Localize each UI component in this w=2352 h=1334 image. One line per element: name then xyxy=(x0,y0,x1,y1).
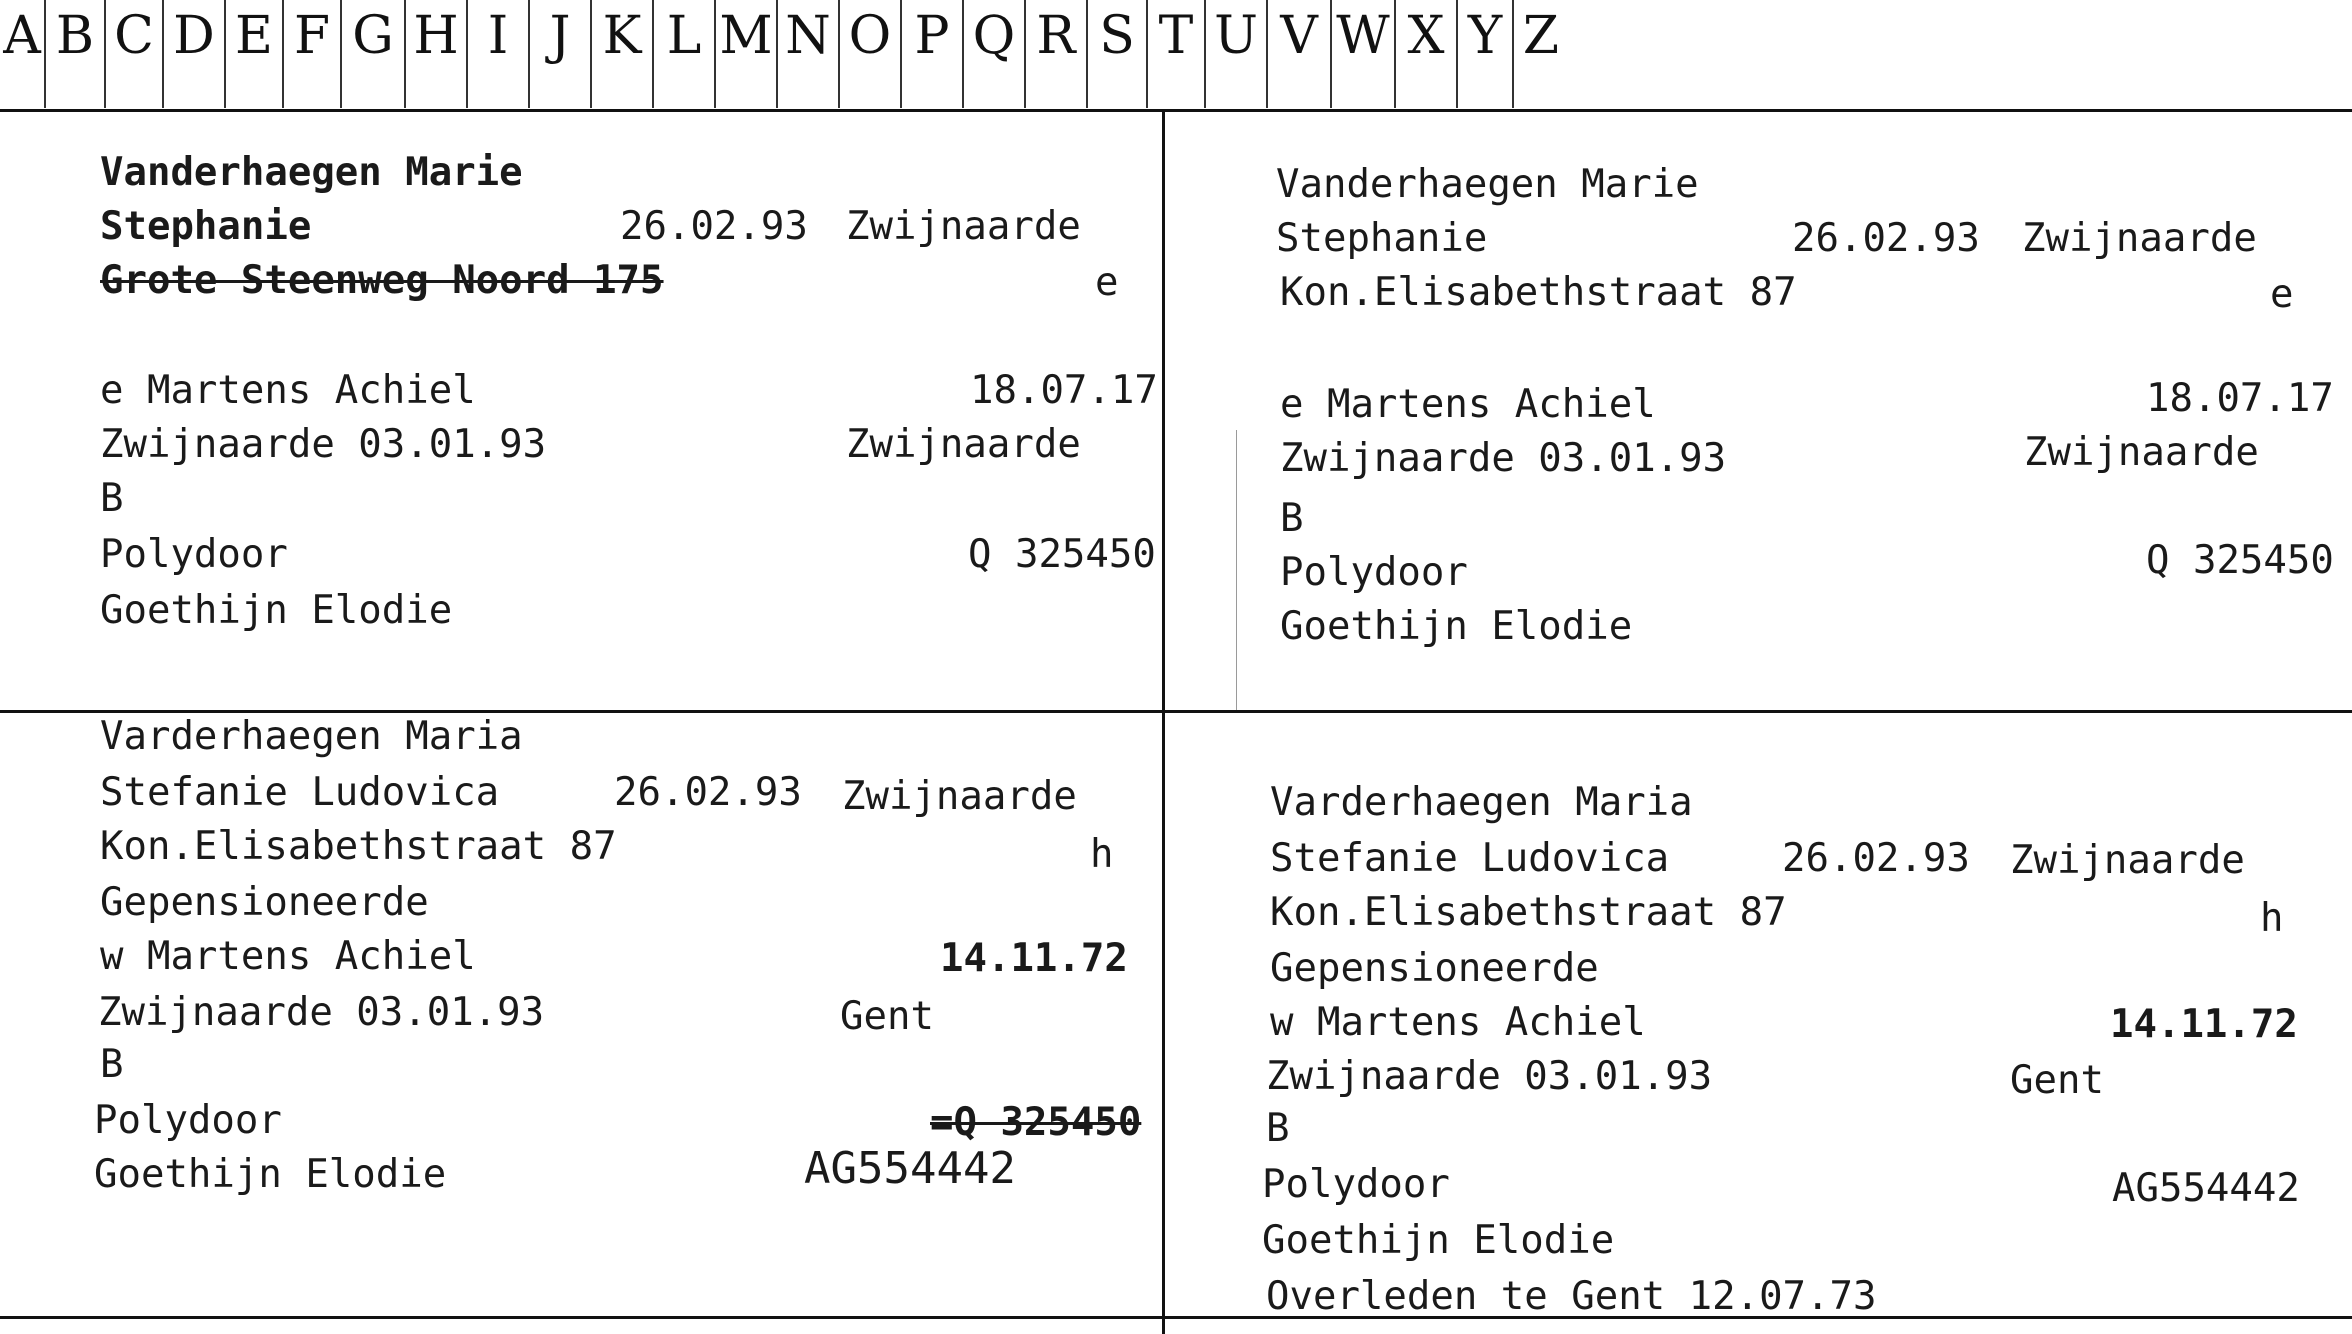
card-mother: Goethijn Elodie xyxy=(1262,1218,1615,1263)
alpha-letter-v: V xyxy=(1266,0,1330,108)
card-event-line: Zwijnaarde 03.01.93 xyxy=(98,990,545,1035)
card-fold-line xyxy=(1236,430,1237,710)
card-mother: Goethijn Elodie xyxy=(94,1152,447,1197)
card-marker: e xyxy=(1095,260,1119,305)
card-spouse-date: 14.11.72 xyxy=(940,936,1128,981)
card-name-line1: Varderhaegen Maria xyxy=(100,714,523,759)
card-birth-place: Zwijnaarde xyxy=(2022,216,2257,261)
card-spouse-date: 18.07.17 xyxy=(970,368,1158,413)
alpha-letter-m: M xyxy=(714,0,776,108)
alpha-letter-p: P xyxy=(900,0,962,108)
card-divider-vertical xyxy=(1162,112,1165,1334)
card-father: Polydoor xyxy=(1280,550,1468,595)
card-spouse: e Martens Achiel xyxy=(1280,382,1656,427)
card-marker: h xyxy=(1090,832,1114,877)
card-name-line1: Vanderhaegen Marie xyxy=(1276,162,1699,207)
alpha-letter-b: B xyxy=(44,0,104,108)
card-reference: Q 325450 xyxy=(968,532,1156,577)
card-name-line2: Stephanie xyxy=(1276,216,1488,261)
alpha-letter-l: L xyxy=(652,0,714,108)
alpha-letter-f: F xyxy=(282,0,340,108)
card-event-place: Zwijnaarde xyxy=(846,422,1081,467)
card-birth-place: Zwijnaarde xyxy=(2010,838,2245,883)
alpha-letter-z: Z xyxy=(1512,0,1568,108)
card-spouse-date: 18.07.17 xyxy=(2146,376,2334,421)
card-event-line: Zwijnaarde 03.01.93 xyxy=(100,422,547,467)
card-occupation: Gepensioneerde xyxy=(100,880,429,925)
card-id-number: AG554442 xyxy=(804,1143,1016,1194)
card-death-note: Overleden te Gent 12.07.73 xyxy=(1266,1274,1877,1319)
alpha-letter-y: Y xyxy=(1456,0,1512,108)
alpha-letter-e: E xyxy=(224,0,282,108)
alphabet-index xyxy=(0,0,2352,112)
card-birth-date: 26.02.93 xyxy=(614,770,802,815)
alpha-letter-d: D xyxy=(162,0,224,108)
alpha-letter-x: X xyxy=(1394,0,1456,108)
alpha-letter-g: G xyxy=(340,0,404,108)
card-event-place: Gent xyxy=(2010,1058,2104,1103)
card-nationality: B xyxy=(1280,496,1304,541)
alpha-letter-a: A xyxy=(3,6,41,66)
alpha-letter-k: K xyxy=(590,0,652,108)
card-father: Polydoor xyxy=(94,1098,282,1143)
card-id-number: AG554442 xyxy=(2112,1166,2300,1211)
card-birth-date: 26.02.93 xyxy=(1782,836,1970,881)
card-name-line2: Stefanie Ludovica xyxy=(100,770,500,815)
card-birth-place: Zwijnaarde xyxy=(842,774,1077,819)
card-name-line1: Varderhaegen Maria xyxy=(1270,780,1693,825)
alpha-letter-i: I xyxy=(466,0,528,108)
card-name-line1: Vanderhaegen Marie xyxy=(100,150,523,195)
card-nationality: B xyxy=(1266,1106,1290,1151)
card-spouse: w Martens Achiel xyxy=(100,934,476,979)
alpha-letter-j: J xyxy=(528,0,590,108)
card-birth-date: 26.02.93 xyxy=(1792,216,1980,261)
alpha-letter-n: N xyxy=(776,0,838,108)
card-spouse: w Martens Achiel xyxy=(1270,1000,1646,1045)
alpha-letter-u: U xyxy=(1204,0,1266,108)
alpha-letter-r: R xyxy=(1024,0,1086,108)
alpha-letter-t: T xyxy=(1146,0,1204,108)
card-event-place: Zwijnaarde xyxy=(2024,430,2259,475)
alpha-letter-s: S xyxy=(1086,0,1146,108)
alpha-letter-q: Q xyxy=(962,0,1024,108)
card-address: Kon.Elisabethstraat 87 xyxy=(100,824,617,869)
card-father: Polydoor xyxy=(1262,1162,1450,1207)
alpha-letter-h: H xyxy=(404,0,466,108)
card-mother: Goethijn Elodie xyxy=(100,588,453,633)
card-father: Polydoor xyxy=(100,532,288,577)
alpha-letter-w: W xyxy=(1330,0,1394,108)
card-address: Kon.Elisabethstraat 87 xyxy=(1270,890,1787,935)
card-marker: e xyxy=(2270,272,2294,317)
card-birth-date: 26.02.93 xyxy=(620,204,808,249)
card-spouse: e Martens Achiel xyxy=(100,368,476,413)
card-spouse-date: 14.11.72 xyxy=(2110,1002,2298,1047)
card-reference: =Q 325450 xyxy=(930,1100,1142,1145)
card-name-line2: Stephanie xyxy=(100,204,312,249)
card-reference: Q 325450 xyxy=(2146,538,2334,583)
card-birth-place: Zwijnaarde xyxy=(846,204,1081,249)
card-address: Grote Steenweg Noord 175 xyxy=(100,258,664,303)
card-nationality: B xyxy=(100,476,124,521)
card-event-line: Zwijnaarde 03.01.93 xyxy=(1280,436,1727,481)
card-divider-bottom xyxy=(0,1316,2352,1319)
card-event-place: Gent xyxy=(840,994,934,1039)
alpha-letter-o: O xyxy=(838,0,900,108)
card-nationality: B xyxy=(100,1042,124,1087)
alpha-letter-c: C xyxy=(104,0,162,108)
card-address: Kon.Elisabethstraat 87 xyxy=(1280,270,1797,315)
card-marker: h xyxy=(2260,896,2284,941)
card-name-line2: Stefanie Ludovica xyxy=(1270,836,1670,881)
card-mother: Goethijn Elodie xyxy=(1280,604,1633,649)
card-occupation: Gepensioneerde xyxy=(1270,946,1599,991)
card-event-line: Zwijnaarde 03.01.93 xyxy=(1266,1054,1713,1099)
